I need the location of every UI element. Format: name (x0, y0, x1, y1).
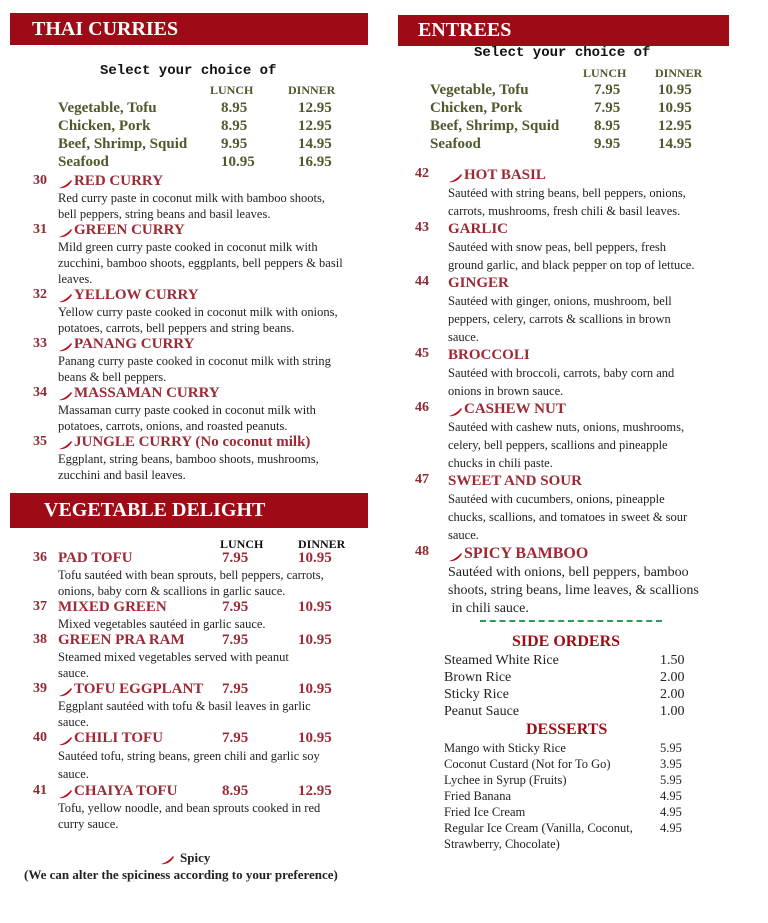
price-list-item (444, 670, 704, 687)
menu-item (33, 632, 368, 681)
item-number: 40 (33, 730, 47, 745)
description-line: shoots, string beans, lime leaves, & scallions (448, 583, 699, 598)
item-description (58, 747, 368, 783)
price-list-item (444, 704, 704, 721)
price-row (58, 136, 358, 154)
item-number: 42 (415, 166, 429, 181)
item-description (448, 364, 748, 400)
item-price: 5.95 (660, 773, 682, 787)
dinner-price: 12.95 (658, 118, 692, 134)
price-list-item (444, 772, 704, 788)
menu-item (33, 599, 368, 632)
item-name: Regular Ice Cream (Vanilla, Coconut, (444, 821, 633, 835)
description-line: sauce. (58, 715, 89, 729)
item-number: 38 (33, 632, 47, 647)
menu-item (415, 544, 748, 618)
item-description (58, 353, 368, 385)
item-name: Coconut Custard (Not for To Go) (444, 757, 611, 771)
item-number: 45 (415, 346, 429, 361)
curries-dinner-label: DINNER (288, 83, 336, 97)
item-name: Fried Ice Cream (444, 805, 526, 819)
item-name: CHILI TOFU (74, 730, 164, 746)
description-line: potatoes, carrots, bell peppers and string beans. (58, 321, 295, 335)
item-name: Brown Rice (444, 670, 512, 685)
description-line: bell peppers, string beans and basil leaves. (58, 207, 271, 221)
price-list-item (444, 804, 704, 820)
description-line: sauce. (448, 330, 479, 344)
veg-item-list (33, 550, 368, 832)
description-line: Mild green curry paste cooked in coconut milk with (58, 240, 318, 254)
description-line: Steamed mixed vegetables served with peanut (58, 650, 289, 664)
menu-item (415, 220, 748, 274)
item-number: 31 (33, 222, 47, 237)
description-line: Sautéed with ginger, onions, mushroom, bell (448, 294, 672, 308)
dinner-price: 10.95 (658, 82, 692, 98)
chili-pepper-icon (448, 549, 462, 559)
description-line: zucchini, bamboo shoots, eggplants, bell peppers & basil (58, 256, 343, 270)
price-list-item (444, 788, 704, 804)
curries-select-text: Select your choice of (100, 63, 277, 79)
menu-item (33, 434, 368, 483)
entrees-dinner-label: DINNER (655, 66, 703, 80)
description-line: chucks, scallions, and tomatoes in sweet & sour (448, 510, 688, 524)
item-description (448, 184, 748, 220)
menu-item (415, 274, 748, 346)
description-line: in chili sauce. (448, 601, 529, 616)
curries-item-list (33, 173, 368, 483)
protein-label: Seafood (58, 154, 109, 170)
spicy-legend (160, 850, 210, 866)
protein-label: Chicken, Pork (430, 100, 523, 116)
entrees-title: ENTREES (418, 19, 512, 41)
spicy-legend-label: Spicy (180, 850, 211, 865)
item-number: 30 (33, 173, 47, 188)
description-line: onions, baby corn & scallions in garlic sauce. (58, 584, 286, 598)
item-name: SPICY BAMBOO (464, 545, 589, 562)
entrees-header (398, 15, 729, 46)
dinner-price: 14.95 (298, 136, 332, 152)
item-name: Fried Banana (444, 789, 511, 803)
price-list-item (444, 756, 704, 772)
item-price: 4.95 (660, 805, 682, 819)
vegetable-delight-title: VEGETABLE DELIGHT (44, 499, 266, 521)
item-title (58, 287, 368, 304)
lunch-price: 7.95 (222, 681, 249, 697)
lunch-price: 8.95 (221, 118, 248, 134)
description-line: Panang curry paste cooked in coconut milk with string (58, 354, 331, 368)
protein-label: Seafood (430, 136, 481, 152)
desserts-list (444, 740, 704, 852)
price-list-item (444, 687, 704, 704)
item-description (58, 567, 368, 599)
item-name: GINGER (448, 275, 509, 291)
description-line: carrots, mushrooms, fresh chili & basil leaves. (448, 204, 681, 218)
description-line: Tofu, yellow noodle, and bean sprouts cooked in red (58, 801, 321, 815)
dinner-price: 10.95 (298, 550, 332, 566)
menu-item (33, 173, 368, 222)
item-description (448, 418, 748, 472)
item-description (58, 304, 368, 336)
item-name: CASHEW NUT (464, 401, 566, 417)
price-list-item (444, 653, 704, 670)
item-price: 2.00 (660, 670, 685, 685)
description-line: Massaman curry paste cooked in coconut milk with (58, 403, 316, 417)
item-name: RED CURRY (74, 173, 164, 189)
item-number: 36 (33, 550, 47, 565)
protein-label: Vegetable, Tofu (430, 82, 529, 98)
description-line: Sautéed with string beans, bell peppers, onions, (448, 186, 686, 200)
vegetable-delight-header (10, 493, 368, 528)
item-number: 48 (415, 544, 429, 559)
description-line: chucks in chili paste. (448, 456, 553, 470)
item-name: PAD TOFU (58, 550, 133, 566)
item-price: 2.00 (660, 687, 685, 702)
thai-curries-title: THAI CURRIES (32, 17, 179, 40)
item-name: GREEN PRA RAM (58, 632, 185, 648)
lunch-price: 9.95 (594, 136, 621, 152)
item-number: 35 (33, 434, 47, 449)
protein-label: Beef, Shrimp, Squid (430, 118, 560, 134)
item-number: 32 (33, 287, 47, 302)
item-description (58, 239, 368, 287)
entrees-item-list (415, 166, 748, 618)
description-line: beans & bell peppers. (58, 370, 167, 384)
menu-item (33, 222, 368, 287)
item-number: 37 (33, 599, 47, 614)
lunch-price: 7.95 (594, 82, 621, 98)
curries-price-table (58, 100, 358, 172)
description-line: Sautéed with onions, bell peppers, bamboo (448, 565, 689, 580)
lunch-price: 7.95 (222, 632, 249, 648)
price-row (430, 82, 720, 100)
chili-pepper-icon (58, 340, 72, 350)
item-name: Mango with Sticky Rice (444, 741, 566, 755)
description-line: Mixed vegetables sautéed in garlic sauce. (58, 617, 266, 631)
item-description (58, 190, 368, 222)
lunch-price: 7.95 (222, 550, 249, 566)
item-number: 41 (33, 783, 47, 798)
price-row (430, 100, 720, 118)
entrees-price-table (430, 82, 720, 154)
price-row (58, 100, 358, 118)
item-name: Peanut Sauce (444, 704, 520, 719)
item-description (58, 451, 368, 483)
chili-pepper-icon (448, 404, 462, 414)
dinner-price: 10.95 (298, 599, 332, 615)
protein-label: Chicken, Pork (58, 118, 151, 134)
menu-item (33, 681, 368, 730)
dinner-price: 12.95 (298, 783, 332, 799)
item-name: YELLOW CURRY (74, 287, 199, 303)
menu-item (33, 336, 368, 385)
item-description (58, 698, 368, 730)
item-description (58, 402, 368, 434)
lunch-price: 7.95 (594, 100, 621, 116)
item-price: 3.95 (660, 757, 682, 771)
chili-pepper-icon (160, 853, 174, 863)
description-line: Sautéed with cucumbers, onions, pineapple (448, 492, 665, 506)
item-title (448, 544, 748, 564)
description-line: Eggplant sautéed with tofu & basil leaves in garlic (58, 699, 311, 713)
description-line: celery, bell peppers, scallions and pineapple (448, 438, 668, 452)
description-line: Red curry paste in coconut milk with bamboo shoots, (58, 191, 325, 205)
chili-pepper-icon (58, 389, 72, 399)
item-price: 5.95 (660, 741, 682, 755)
dinner-price: 10.95 (658, 100, 692, 116)
price-row (430, 118, 720, 136)
item-title (58, 385, 368, 402)
item-number: 39 (33, 681, 47, 696)
item-number: 33 (33, 336, 47, 351)
protein-label: Vegetable, Tofu (58, 100, 157, 116)
description-line: Sautéed with cashew nuts, onions, mushrooms, (448, 420, 685, 434)
dinner-price: 16.95 (298, 154, 332, 170)
description-line: potatoes, carrots, onions, and roasted peanuts. (58, 419, 288, 433)
item-number: 43 (415, 220, 429, 235)
item-number: 47 (415, 472, 429, 487)
item-number: 34 (33, 385, 47, 400)
item-description (448, 292, 748, 346)
item-number: 46 (415, 400, 429, 415)
description-line: sauce. (58, 666, 89, 680)
item-title (58, 222, 368, 239)
chili-pepper-icon (58, 685, 72, 695)
desserts-title: DESSERTS (526, 721, 608, 738)
description-line: leaves. (58, 272, 93, 286)
item-title (448, 274, 748, 292)
chili-pepper-icon (58, 734, 72, 744)
item-title (58, 173, 368, 190)
item-name: MASSAMAN CURRY (74, 385, 220, 401)
item-name: TOFU EGGPLANT (74, 681, 204, 697)
menu-item (415, 346, 748, 400)
description-line: Eggplant, string beans, bamboo shoots, mushrooms, (58, 452, 319, 466)
chili-pepper-icon (58, 226, 72, 236)
description-line: ground garlic, and black pepper on top of lettuce. (448, 258, 695, 272)
price-row (58, 118, 358, 136)
price-list-item (444, 820, 704, 852)
item-name: Steamed White Rice (444, 653, 559, 668)
menu-item (415, 166, 748, 220)
entrees-lunch-label: LUNCH (583, 66, 627, 80)
menu-item (415, 472, 748, 544)
description-line: sauce. (448, 528, 479, 542)
chili-pepper-icon (448, 170, 462, 180)
item-name: GREEN CURRY (74, 222, 185, 238)
divider-line (480, 620, 662, 622)
item-price: 1.00 (660, 704, 685, 719)
menu-item (415, 400, 748, 472)
item-title (448, 400, 748, 418)
lunch-price: 10.95 (221, 154, 255, 170)
description-line: curry sauce. (58, 817, 119, 831)
item-description (448, 564, 748, 618)
description-line: Yellow curry paste cooked in coconut milk with onions, (58, 305, 338, 319)
dinner-price: 14.95 (658, 136, 692, 152)
description-line: Sautéed with snow peas, bell peppers, fresh (448, 240, 666, 254)
item-name: PANANG CURRY (74, 336, 195, 352)
chili-pepper-icon (58, 291, 72, 301)
price-row (58, 154, 358, 172)
lunch-price: 8.95 (222, 783, 249, 799)
thai-curries-header (10, 13, 368, 45)
item-name: Sticky Rice (444, 687, 509, 702)
item-name: SWEET AND SOUR (448, 473, 582, 489)
item-price: 4.95 (660, 821, 682, 835)
chili-pepper-icon (58, 787, 72, 797)
description-line: onions in brown sauce. (448, 384, 564, 398)
lunch-price: 8.95 (594, 118, 621, 134)
item-title (448, 166, 748, 184)
description-line: Sautéed with broccoli, carrots, baby corn and (448, 366, 675, 380)
side-orders-list (444, 653, 704, 721)
side-orders-title: SIDE ORDERS (512, 633, 621, 650)
item-description (448, 238, 748, 274)
chili-pepper-icon (58, 177, 72, 187)
lunch-price: 7.95 (222, 599, 249, 615)
price-list-item (444, 740, 704, 756)
item-name-continued: Strawberry, Chocolate) (444, 837, 560, 851)
description-line: zucchini and basil leaves. (58, 468, 186, 482)
item-price: 4.95 (660, 789, 682, 803)
menu-item (33, 550, 368, 599)
description-line: peppers, celery, carrots & scallions in brown (448, 312, 671, 326)
item-title (448, 346, 748, 364)
item-name: GARLIC (448, 221, 509, 237)
dinner-price: 10.95 (298, 730, 332, 746)
dinner-price: 12.95 (298, 118, 332, 134)
description-line: Tofu sautéed with bean sprouts, bell peppers, carrots, (58, 568, 324, 582)
item-title (58, 336, 368, 353)
dinner-price: 12.95 (298, 100, 332, 116)
dinner-price: 10.95 (298, 681, 332, 697)
veg-dinner-label: DINNER (298, 537, 346, 551)
dinner-price: 10.95 (298, 632, 332, 648)
item-name: BROCCOLI (448, 347, 530, 363)
item-name: MIXED GREEN (58, 599, 167, 615)
item-description (58, 616, 368, 632)
item-title (448, 220, 748, 238)
entrees-select-text: Select your choice of (474, 45, 651, 61)
item-number: 44 (415, 274, 429, 289)
lunch-price: 9.95 (221, 136, 248, 152)
veg-lunch-label: LUNCH (220, 537, 264, 551)
item-title (58, 434, 368, 451)
protein-label: Beef, Shrimp, Squid (58, 136, 188, 152)
lunch-price: 8.95 (221, 100, 248, 116)
description-line: Sautéed tofu, string beans, green chili and garlic soy (58, 749, 320, 763)
item-title (448, 472, 748, 490)
item-description (448, 490, 748, 544)
item-description (58, 649, 368, 681)
item-description (58, 800, 368, 832)
chili-pepper-icon (58, 438, 72, 448)
menu-item (33, 385, 368, 434)
lunch-price: 7.95 (222, 730, 249, 746)
menu-item (33, 287, 368, 336)
item-name: Lychee in Syrup (Fruits) (444, 773, 567, 787)
item-name: JUNGLE CURRY (No coconut milk) (74, 434, 311, 450)
item-name: CHAIYA TOFU (74, 783, 178, 799)
curries-lunch-label: LUNCH (210, 83, 254, 97)
item-name: HOT BASIL (464, 167, 546, 183)
menu-item (33, 783, 368, 832)
item-price: 1.50 (660, 653, 685, 668)
description-line: sauce. (58, 767, 89, 781)
spiciness-note: (We can alter the spiciness according to your preference) (24, 867, 338, 882)
price-row (430, 136, 720, 154)
menu-item (33, 730, 368, 783)
